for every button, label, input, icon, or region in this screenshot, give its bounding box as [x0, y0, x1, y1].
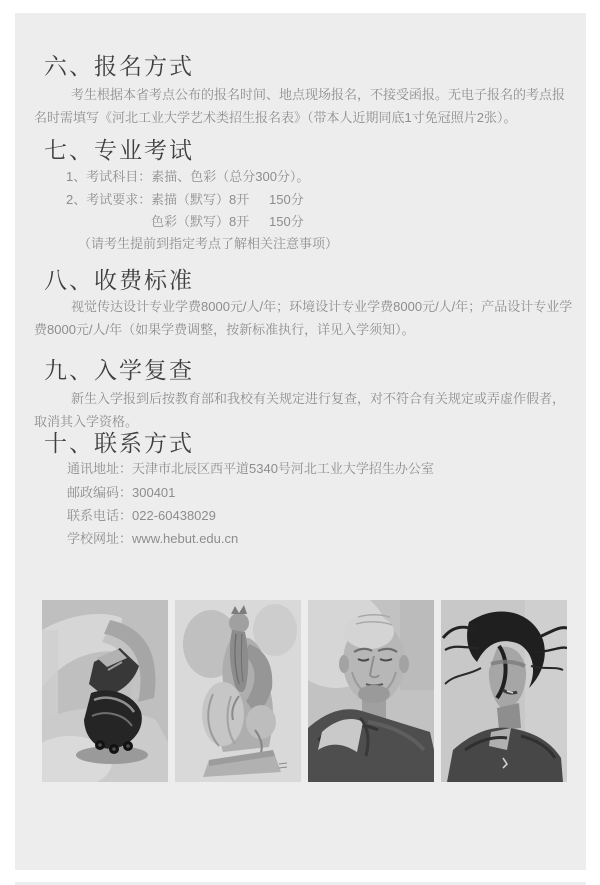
section-9-heading: 九、入学复查 — [44, 357, 194, 383]
section-7-heading: 七、专业考试 — [44, 137, 194, 163]
reexamination-paragraph: 新生入学报到后按教育部和我校有关规定进行复查，对不符合有关规定或弄虚作假者，取消其入学资格。 — [34, 391, 566, 429]
exam-requirements-row-2 — [151, 212, 304, 232]
contact-line-phone: 联系电话：022-60438029 — [67, 508, 216, 523]
sketch-portrait-youth-windblown-hair-image — [441, 600, 567, 782]
tuition-paragraph: 视觉传达设计专业学费8000元/人/年；环境设计专业学费8000元/人/年；产品设计专业学费8000元/人/年（如果学费调整，按新标准执行，详见入学须知）。 — [34, 299, 573, 337]
section-8-heading: 八、收费标准 — [44, 267, 194, 293]
contact-line-postcode: 邮政编码：300401 — [67, 485, 176, 500]
section-10-heading: 十、联系方式 — [44, 430, 194, 456]
artwork-gallery — [42, 600, 567, 782]
notice-panel — [15, 13, 586, 870]
exam-subjects-item: 1、考试科目：素描、色彩（总分300分）。 — [66, 169, 310, 184]
sketch-portrait-elderly-man-drawing — [308, 600, 434, 782]
sketch-rollerblades-still-life-image — [42, 600, 168, 782]
exam-paper-size: 8开 — [229, 214, 250, 229]
section-6-paragraph: 考生根据本省考点公布的报名时间、地点现场报名，不接受函报。无电子报名的考点报名时需填写《河北工业大学艺术类招生报名表》（带本人近期同底1寸免冠照片2张）。 — [34, 87, 566, 125]
sketch-moses-statue-image — [175, 600, 301, 782]
contact-line-website: 学校网址：www.hebut.edu.cn — [67, 531, 239, 546]
exam-requirements-row-1 — [66, 190, 304, 210]
sketch-portrait-youth-windblown-hair-drawing — [441, 600, 567, 782]
section-6-heading: 六、报名方式 — [44, 53, 194, 79]
exam-note: （请考生提前到指定考点了解相关注意事项） — [78, 236, 339, 251]
exam-subject: 素描（默写） — [151, 192, 230, 207]
sketch-moses-statue-drawing — [175, 600, 301, 782]
sketch-rollerblades-still-life-drawing — [42, 600, 168, 782]
exam-score: 150分 — [269, 192, 304, 207]
exam-requirements-label: 2、考试要求： — [66, 192, 152, 207]
exam-score: 150分 — [269, 214, 304, 229]
exam-paper-size: 8开 — [229, 192, 250, 207]
exam-subject: 色彩（默写） — [151, 214, 230, 229]
sketch-portrait-elderly-man-image — [308, 600, 434, 782]
contact-line-address: 通讯地址：天津市北辰区西平道5340号河北工业大学招生办公室 — [67, 461, 434, 476]
